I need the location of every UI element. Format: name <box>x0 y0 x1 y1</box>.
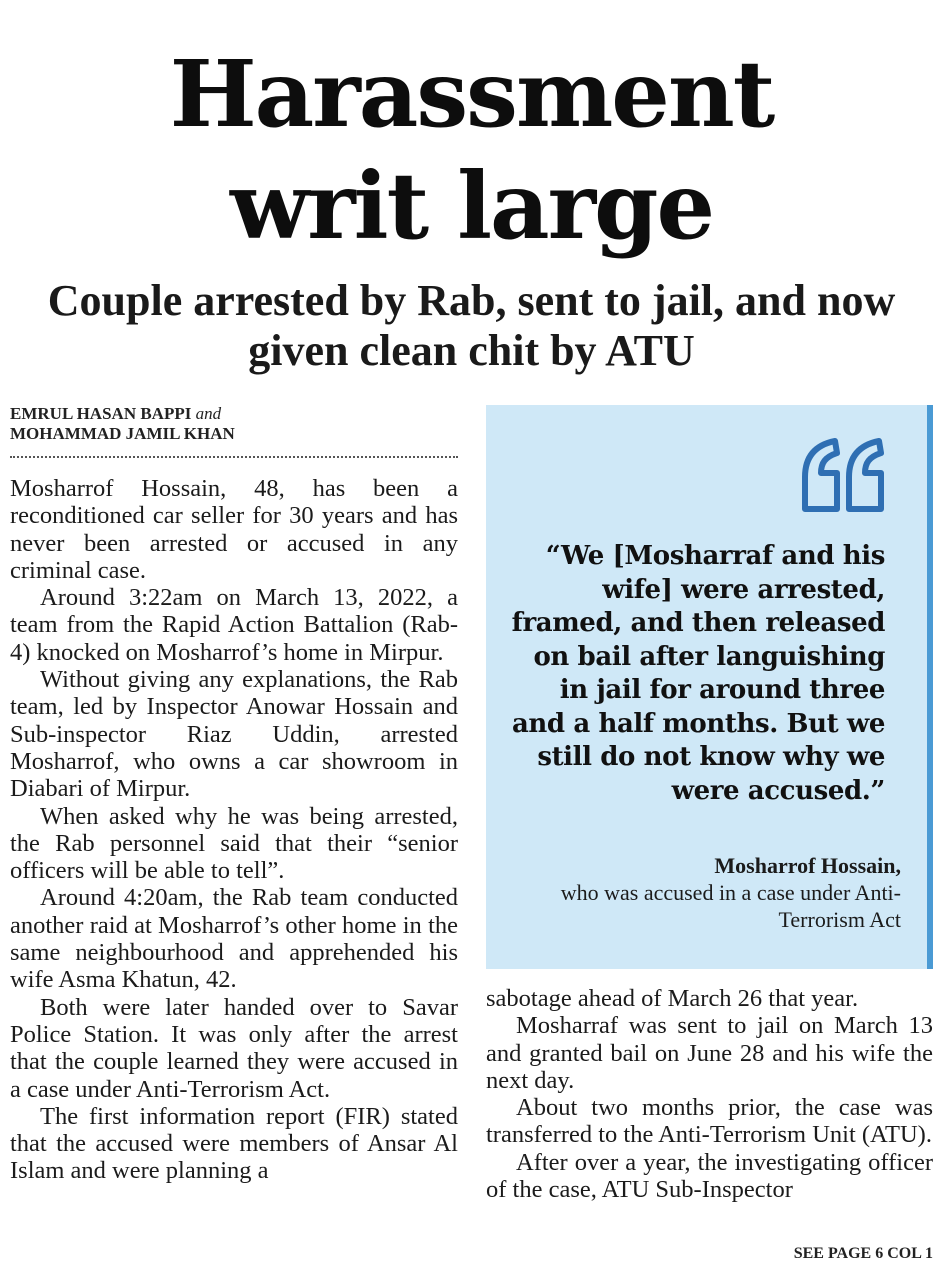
byline-conjunction: and <box>195 404 222 423</box>
paragraph: Around 3:22am on March 13, 2022, a team from the Rapid Action Battalion (Rab-4) knocked on Mosharrof’s home in Mirpur. <box>10 584 458 666</box>
paragraph: When asked why he was being arrested, the Rab personnel said that their “senior officers will be able to tell”. <box>10 802 458 885</box>
byline-author-2: MOHAMMAD JAMIL KHAN <box>10 424 235 443</box>
paragraph: After over a year, the investigating officer of the case, ATU Sub-Inspector <box>486 1148 933 1204</box>
paragraph: The first information report (FIR) stated that the accused were members of Ansar Al Islam and were planning a <box>10 1102 458 1185</box>
paragraph: Both were later handed over to Savar Police Station. It was only after the arrest that the couple learned they were accused in a case under Anti-Terrorism Act. <box>10 993 458 1103</box>
byline-divider <box>10 456 458 458</box>
byline-author-1: EMRUL HASAN BAPPI <box>10 404 192 423</box>
pull-quote-text: “We [Mosharraf and his wife] were arrested, framed, and then released on bail after languishing in jail for around three and a half months. But we still do not know why we were accused.” <box>511 541 885 806</box>
article-column-right <box>486 985 933 1203</box>
quote-mark-icon <box>795 433 891 529</box>
headline <box>0 38 943 262</box>
paragraph: About two months prior, the case was transferred to the Anti-Terrorism Unit (ATU). <box>486 1094 933 1149</box>
pull-quote-attribution <box>501 852 901 933</box>
pull-quote-name: Mosharrof Hossain, <box>714 853 901 878</box>
headline-line-2: writ large <box>229 152 714 260</box>
headline-line-1: Harassment <box>169 40 774 148</box>
paragraph: sabotage ahead of March 26 that year. <box>486 985 859 1012</box>
subheadline-line-1: Couple arrested by Rab, sent to jail, and now <box>47 276 896 325</box>
subheadline-line-2: given clean chit by ATU <box>248 326 695 375</box>
paragraph: Mosharrof Hossain, 48, has been a reconditioned car seller for 30 years and has never been arrested or accused in any criminal case. <box>10 475 458 584</box>
paragraph: Mosharraf was sent to jail on March 13 and granted bail on June 28 and his wife the next day. <box>486 1012 933 1094</box>
continued-jump-line: SEE PAGE 6 COL 1 <box>793 1245 933 1262</box>
paragraph: Around 4:20am, the Rab team conducted another raid at Mosharrof’s other home in the same neighbourhood and apprehended his wife Asma Khatun, 42. <box>10 884 458 994</box>
subheadline <box>0 276 943 376</box>
article-column-left <box>10 475 458 1185</box>
byline <box>10 404 460 444</box>
pull-quote-description: who was accused in a case under Anti-Terrorism Act <box>560 880 901 932</box>
paragraph: Without giving any explanations, the Rab team, led by Inspector Anowar Hossain and Sub-inspector Riaz Uddin, arrested Mosharrof, who owns a car showroom in Diabari of Mirpur. <box>10 666 458 803</box>
